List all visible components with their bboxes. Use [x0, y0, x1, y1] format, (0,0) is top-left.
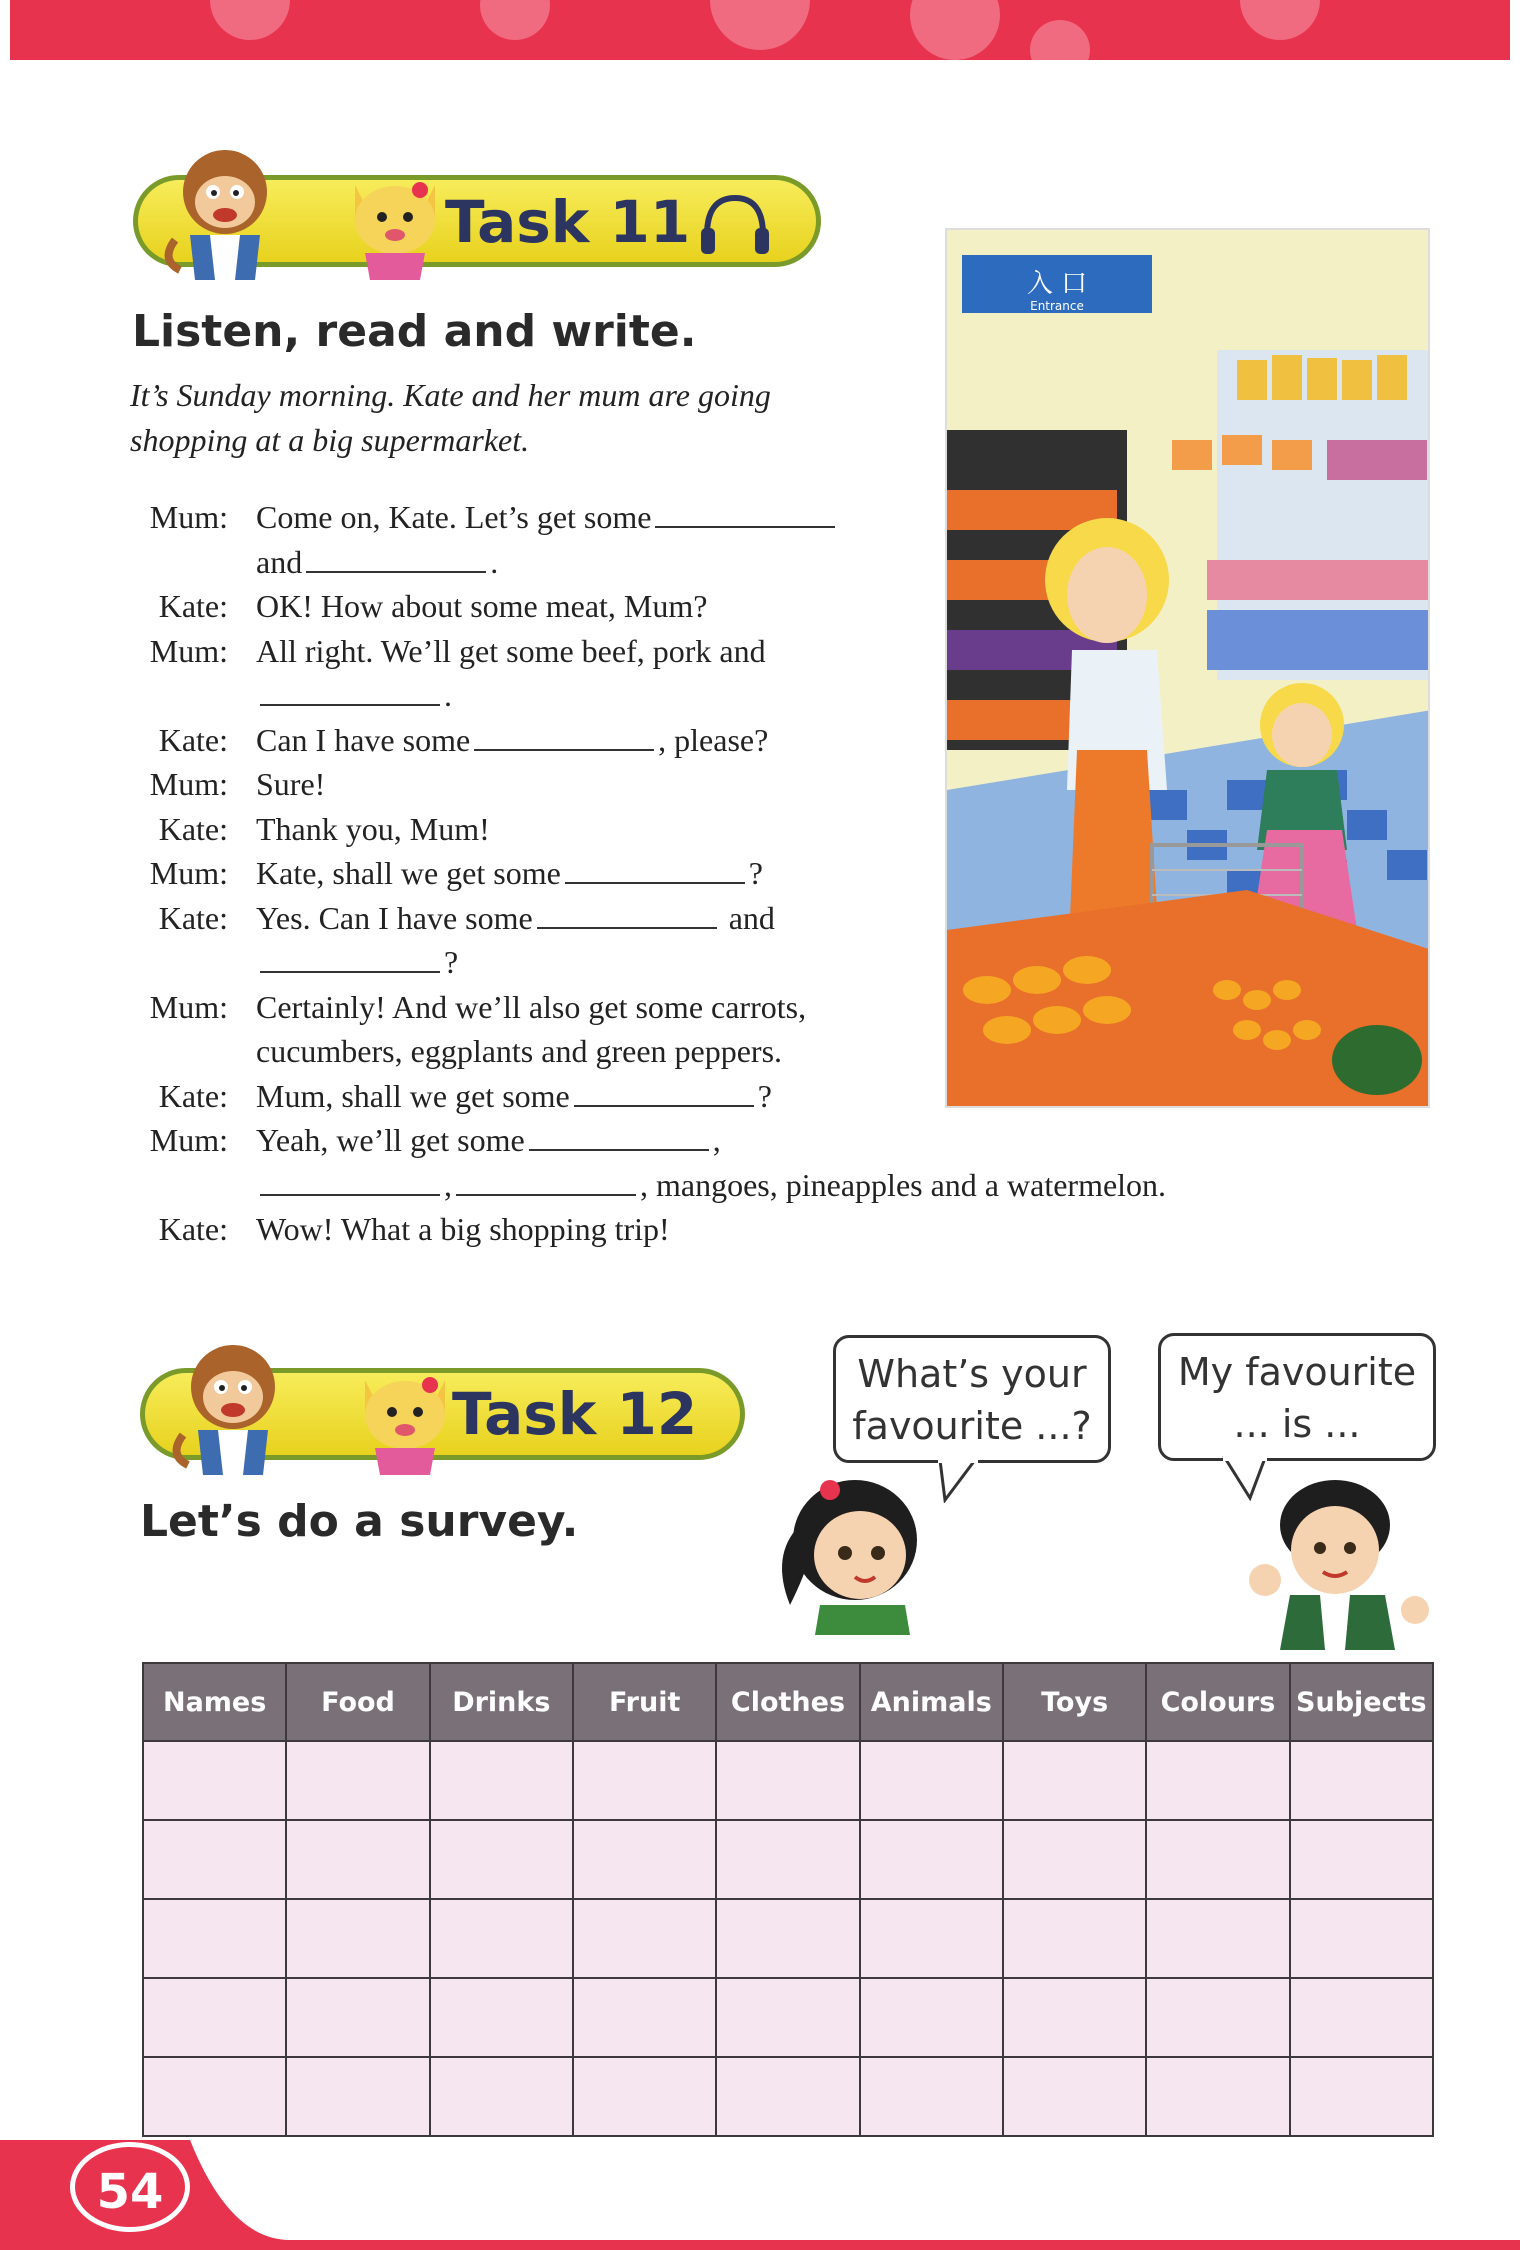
task12-title: Task 12: [452, 1380, 698, 1448]
bottom-decorative-band: [0, 2130, 1520, 2250]
survey-cell[interactable]: [1146, 1978, 1289, 2057]
survey-cell[interactable]: [573, 1978, 716, 2057]
dialogue-speaker: Kate:: [158, 1211, 228, 1247]
cat-mascot-icon: [335, 165, 455, 280]
page-number: 54: [70, 2142, 190, 2232]
girl-character-icon: [760, 1465, 940, 1635]
survey-header-cell: Animals: [860, 1663, 1003, 1741]
survey-cell[interactable]: [1146, 1741, 1289, 1820]
dialogue-text-after: , mangoes, pineapples and a watermelon.: [640, 1166, 1167, 1203]
survey-cell[interactable]: [143, 1741, 286, 1820]
dialogue-text: [256, 718, 768, 763]
dialogue-text: [256, 540, 498, 585]
dialogue-speaker: Kate:: [158, 721, 228, 758]
dialogue-speaker: Mum:: [149, 632, 228, 669]
survey-cell[interactable]: [1290, 1899, 1433, 1978]
survey-cell[interactable]: [716, 1820, 859, 1899]
survey-cell[interactable]: [860, 1978, 1003, 2057]
survey-cell[interactable]: [286, 1899, 429, 1978]
survey-header-cell: Subjects: [1290, 1663, 1433, 1741]
survey-cell[interactable]: [286, 1978, 429, 2057]
survey-cell[interactable]: [1146, 1820, 1289, 1899]
dialogue-text-after: , please?: [658, 721, 769, 758]
dialogue-text-before: Can I have some: [256, 721, 471, 758]
answer-blank[interactable]: [456, 1164, 636, 1196]
survey-cell[interactable]: [860, 2057, 1003, 2136]
survey-cell[interactable]: [716, 1899, 859, 1978]
survey-cell[interactable]: [143, 1978, 286, 2057]
answer-blank[interactable]: [537, 897, 717, 929]
survey-cell[interactable]: [1290, 1741, 1433, 1820]
boy-character-icon: [1235, 1470, 1435, 1650]
survey-header-cell: Names: [143, 1663, 286, 1741]
dialogue-speaker: Kate:: [158, 588, 228, 624]
bubble-answer-line1: My favourite: [1177, 1350, 1417, 1394]
survey-cell[interactable]: [860, 1820, 1003, 1899]
dialogue-text-before: Yes. Can I have some: [256, 899, 533, 936]
survey-cell[interactable]: [430, 1899, 573, 1978]
survey-cell[interactable]: [1290, 1820, 1433, 1899]
task11-title: Task 11: [445, 188, 691, 256]
dialogue-speaker: Mum:: [149, 499, 228, 535]
survey-cell[interactable]: [143, 1820, 286, 1899]
answer-blank[interactable]: [574, 1075, 754, 1107]
dialogue-text: [256, 584, 707, 629]
survey-header-cell: Fruit: [573, 1663, 716, 1741]
dialogue-text: [256, 673, 452, 718]
survey-cell[interactable]: [143, 1899, 286, 1978]
survey-cell[interactable]: [430, 2057, 573, 2136]
dialogue-line: [128, 1118, 1278, 1163]
entrance-sign-subtext: Entrance: [1030, 299, 1084, 313]
dialogue-text-after: ,: [712, 1122, 721, 1158]
survey-cell[interactable]: [860, 1741, 1003, 1820]
answer-blank[interactable]: [529, 1119, 709, 1151]
dialogue-speaker: Kate:: [158, 1077, 228, 1114]
dialogue-speaker: Kate:: [158, 810, 228, 847]
survey-cell[interactable]: [286, 1741, 429, 1820]
monkey-mascot-icon: [158, 1325, 308, 1475]
answer-blank[interactable]: [260, 1164, 440, 1196]
dialogue-text: [256, 762, 325, 807]
survey-cell[interactable]: [1003, 1820, 1146, 1899]
survey-cell[interactable]: [573, 1741, 716, 1820]
answer-blank[interactable]: [306, 541, 486, 573]
entrance-sign-text: 入 口: [1026, 269, 1088, 299]
dialogue-text-after: and: [720, 899, 775, 936]
dialogue-text: [256, 1029, 782, 1074]
survey-cell[interactable]: [430, 1741, 573, 1820]
dialogue-text-after: ?: [757, 1077, 772, 1114]
answer-blank[interactable]: [655, 496, 835, 528]
survey-cell[interactable]: [573, 1820, 716, 1899]
survey-cell[interactable]: [1290, 1978, 1433, 2057]
answer-blank[interactable]: [260, 674, 440, 706]
dialogue-speaker: Kate:: [158, 899, 228, 936]
task11-heading: Listen, read and write.: [132, 306, 697, 357]
survey-row: [143, 1978, 1433, 2057]
bubble-question-line2: favourite ...?: [852, 1404, 1092, 1448]
survey-cell[interactable]: [1290, 2057, 1433, 2136]
survey-cell[interactable]: [1003, 1741, 1146, 1820]
dialogue-speaker: Mum:: [149, 855, 228, 891]
dialogue-text-before: Thank you, Mum!: [256, 810, 490, 847]
dialogue-text: [256, 1207, 670, 1252]
dialogue-text: [256, 985, 806, 1030]
dialogue-speaker: Mum:: [149, 988, 228, 1025]
survey-cell[interactable]: [716, 2057, 859, 2136]
headphones-icon: [695, 190, 775, 260]
survey-cell[interactable]: [430, 1820, 573, 1899]
bubble-answer-line2: ... is ...: [1233, 1402, 1361, 1446]
dialogue-text-before: All right. We’ll get some beef, pork and: [256, 632, 766, 669]
bubble-tail-left-icon: [935, 1458, 995, 1503]
dialogue-text-before: and: [256, 543, 303, 580]
survey-cell[interactable]: [573, 2057, 716, 2136]
dialogue-text-before: Wow! What a big shopping trip!: [256, 1211, 670, 1247]
dialogue-text-before: OK! How about some meat, Mum?: [256, 588, 708, 624]
dialogue-speaker: Mum:: [149, 766, 228, 802]
survey-row: [143, 1899, 1433, 1978]
survey-cell[interactable]: [1003, 1899, 1146, 1978]
dialogue-line: [128, 1207, 1278, 1252]
survey-row: [143, 2057, 1433, 2136]
survey-cell[interactable]: [573, 1899, 716, 1978]
dialogue-text-after: ?: [444, 944, 459, 980]
answer-blank[interactable]: [565, 852, 745, 884]
task11-intro-line2: shopping at a big supermarket.: [130, 422, 530, 458]
survey-row: [143, 1741, 1433, 1820]
dialogue-text-after: .: [490, 543, 499, 580]
answer-blank[interactable]: [260, 941, 440, 973]
top-decorative-band: [10, 0, 1510, 60]
survey-cell[interactable]: [286, 2057, 429, 2136]
speech-bubble-answer: [1158, 1333, 1436, 1461]
survey-cell[interactable]: [1146, 2057, 1289, 2136]
dialogue-text-after: ?: [748, 855, 763, 891]
survey-cell[interactable]: [1003, 2057, 1146, 2136]
survey-cell[interactable]: [716, 1741, 859, 1820]
dialogue-text: , , mangoes, pineapples and a watermelon.: [256, 1163, 1166, 1208]
cat-mascot-icon: [345, 1360, 465, 1475]
survey-header-cell: Colours: [1146, 1663, 1289, 1741]
survey-table: [142, 1662, 1434, 2137]
dialogue-text: [256, 495, 839, 540]
dialogue-text-before: cucumbers, eggplants and green peppers.: [256, 1033, 783, 1069]
dialogue-text: [256, 629, 766, 674]
survey-cell[interactable]: [1003, 1978, 1146, 2057]
survey-header-row: [143, 1663, 1433, 1741]
survey-cell[interactable]: [430, 1978, 573, 2057]
survey-header-cell: Toys: [1003, 1663, 1146, 1741]
supermarket-illustration: [945, 228, 1430, 1108]
survey-cell[interactable]: [716, 1978, 859, 2057]
survey-header-cell: Food: [286, 1663, 429, 1741]
dialogue-line: [128, 1163, 1278, 1208]
answer-blank[interactable]: [474, 719, 654, 751]
dialogue-text: [256, 896, 775, 941]
dialogue-text-before: Kate, shall we get some: [256, 855, 561, 891]
dialogue-text: [256, 807, 490, 852]
dialogue-text-before: Mum, shall we get some: [256, 1077, 570, 1114]
dialogue-text-after: .: [444, 677, 452, 713]
survey-cell[interactable]: [860, 1899, 1003, 1978]
dialogue-text-before: Sure!: [256, 766, 326, 802]
task12-heading: Let’s do a survey.: [140, 1496, 579, 1547]
survey-row: [143, 1820, 1433, 1899]
supermarket-scene-icon: [947, 230, 1430, 1108]
survey-header-cell: Drinks: [430, 1663, 573, 1741]
dialogue-text: [256, 1118, 721, 1163]
dialogue-text-before: Certainly! And we’ll also get some carrots,: [256, 988, 807, 1025]
survey-header-cell: Clothes: [716, 1663, 859, 1741]
dialogue-speaker: Mum:: [149, 1122, 228, 1158]
survey-cell[interactable]: [1146, 1899, 1289, 1978]
dialogue-text: [256, 1074, 772, 1119]
speech-bubble-question: [833, 1335, 1111, 1463]
bubble-question-line1: What’s your: [857, 1352, 1087, 1396]
task11-intro-line1: It’s Sunday morning. Kate and her mum are going: [130, 377, 771, 413]
dialogue-text-before: Yeah, we’ll get some: [256, 1122, 525, 1158]
dialogue-text: [256, 940, 458, 985]
survey-cell[interactable]: [143, 2057, 286, 2136]
monkey-mascot-icon: [150, 130, 300, 280]
dialogue-text: [256, 851, 763, 896]
dialogue-text-before: Come on, Kate. Let’s get some: [256, 499, 652, 535]
survey-cell[interactable]: [286, 1820, 429, 1899]
